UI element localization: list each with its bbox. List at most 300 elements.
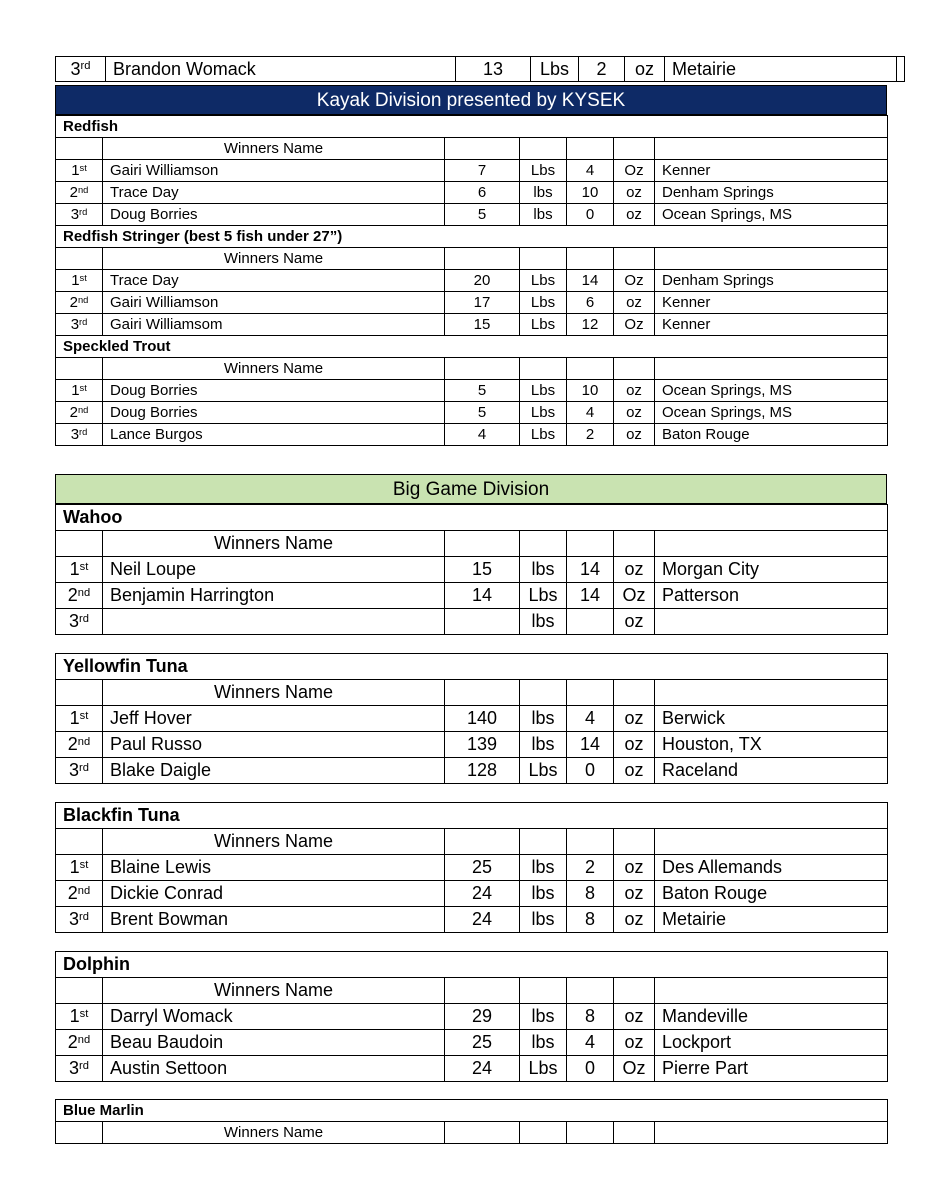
oz-unit-header-cell [614,1122,655,1144]
place-suffix: st [79,162,87,173]
oz-value-cell: 4 [567,160,614,182]
oz-unit-header-cell [614,829,655,855]
winner-name-cell: Doug Borries [103,402,445,424]
place-cell [56,609,103,635]
city-cell: Kenner [655,160,888,182]
oz-unit-cell: oz [614,1030,655,1056]
header-row [56,829,888,855]
oz-unit-cell: Oz [614,160,655,182]
lbs-value-cell: 15 [445,314,520,336]
table-row [56,881,888,907]
lbs-value-cell: 6 [445,182,520,204]
winner-name-cell: Jeff Hover [103,706,445,732]
place-cell [56,583,103,609]
oz-unit-cell: oz [614,402,655,424]
section-title: Speckled Trout [56,336,888,358]
table-row [56,1056,888,1082]
winner-name-cell: Paul Russo [103,732,445,758]
city-cell [655,609,888,635]
oz-header-cell [567,248,614,270]
place-cell [56,1056,103,1082]
place-suffix: st [79,1007,89,1020]
oz-value-cell: 2 [567,855,614,881]
winner-name-cell: Gairi Williamson [103,292,445,314]
table-row [56,380,888,402]
lbs-value-cell: 20 [445,270,520,292]
winner-name-cell: Dickie Conrad [103,881,445,907]
place-header-cell [56,829,103,855]
place-cell [56,424,103,446]
oz-unit-header-cell [614,978,655,1004]
place-cell [56,292,103,314]
table-row [56,907,888,933]
city-header-cell [655,829,888,855]
oz-unit-cell: oz [614,855,655,881]
city-header-cell [655,138,888,160]
place-suffix: rd [79,316,88,327]
place-cell [56,160,103,182]
lbs-unit-cell: lbs [520,855,567,881]
place-cell [56,732,103,758]
winner-name-cell [103,609,445,635]
place-number: 3 [70,426,80,443]
city-cell: Metairie [655,907,888,933]
lbs-header-cell [445,680,520,706]
place-suffix: rd [79,426,88,437]
place-cell [56,881,103,907]
place-number: 1 [69,708,80,728]
lbs-value-cell: 7 [445,160,520,182]
place-number: 3 [69,1058,80,1078]
place-suffix: rd [79,206,88,217]
place-suffix: nd [78,184,89,195]
city-cell: Denham Springs [655,182,888,204]
lbs-unit-cell: Lbs [520,160,567,182]
lbs-value-cell: 13 [456,57,531,82]
oz-header-cell [567,1122,614,1144]
table-row [56,314,888,336]
lbs-unit-cell: lbs [520,706,567,732]
city-cell: Berwick [655,706,888,732]
place-cell [56,557,103,583]
oz-unit-header-cell [614,358,655,380]
place-cell [56,402,103,424]
oz-value-cell: 2 [567,424,614,446]
lbs-unit-cell: Lbs [520,314,567,336]
place-suffix: nd [77,586,91,599]
section-title-row [56,952,888,978]
section-title-row [56,336,888,358]
table-row [56,402,888,424]
table-row [56,732,888,758]
lbs-value-cell [445,609,520,635]
oz-value-cell: 14 [567,270,614,292]
place-cell [56,706,103,732]
kayak-division-banner: Kayak Division presented by KYSEK [55,85,887,115]
winners-name-header: Winners Name [103,531,445,557]
blue-marlin-title: Blue Marlin [56,1100,888,1122]
big-game-section-table [55,951,888,1082]
lbs-unit-header-cell [520,978,567,1004]
place-header-cell [56,1122,103,1144]
place-suffix: nd [78,294,89,305]
header-row [56,358,888,380]
city-header-cell [655,248,888,270]
place-number: 2 [67,734,78,754]
place-header-cell [56,138,103,160]
lbs-unit-cell: lbs [520,907,567,933]
big-game-division-banner: Big Game Division [55,474,887,504]
place-suffix: st [79,272,87,283]
oz-value-cell: 8 [567,907,614,933]
winner-name-cell: Doug Borries [103,380,445,402]
lbs-value-cell: 140 [445,706,520,732]
oz-unit-cell: oz [614,292,655,314]
table-row [56,758,888,784]
lbs-unit-cell: lbs [520,609,567,635]
oz-unit-cell: oz [614,1004,655,1030]
oz-unit-cell: oz [614,907,655,933]
city-cell: Lockport [655,1030,888,1056]
city-header-cell [655,358,888,380]
oz-unit-cell: oz [614,182,655,204]
place-suffix: rd [79,612,89,625]
winner-name-cell: Gairi Williamson [103,160,445,182]
winners-name-header: Winners Name [103,138,445,160]
place-number: 2 [67,1032,78,1052]
lbs-header-cell [445,1122,520,1144]
place-number: 3 [69,760,80,780]
lbs-value-cell: 29 [445,1004,520,1030]
section-title: Redfish [56,116,888,138]
winner-name-cell: Brandon Womack [106,57,456,82]
place-header-cell [56,358,103,380]
place-suffix: nd [77,884,91,897]
section-title: Yellowfin Tuna [56,654,888,680]
lbs-value-cell: 24 [445,907,520,933]
lbs-unit-header-cell [520,531,567,557]
city-header-cell [655,680,888,706]
lbs-unit-cell: Lbs [531,57,579,82]
lbs-unit-cell: Lbs [520,1056,567,1082]
section-title: Wahoo [56,505,888,531]
lbs-value-cell: 14 [445,583,520,609]
big-game-section-table [55,802,888,933]
place-number: 2 [69,184,78,201]
place-suffix: st [79,382,87,393]
place-header-cell [56,680,103,706]
place-number: 3 [69,611,80,631]
winner-name-cell: Lance Burgos [103,424,445,446]
oz-value-cell: 14 [567,583,614,609]
place-header-cell [56,248,103,270]
header-row [56,248,888,270]
place-cell [56,1030,103,1056]
oz-value-cell: 14 [567,732,614,758]
oz-value-cell: 10 [567,182,614,204]
place-suffix: st [79,858,89,871]
header-row [56,1122,888,1144]
place-number: 1 [69,1006,80,1026]
place-number: 1 [71,382,80,399]
header-row [56,978,888,1004]
place-number: 2 [69,294,78,311]
place-suffix: st [79,709,89,722]
winner-name-cell: Blake Daigle [103,758,445,784]
lbs-unit-cell: lbs [520,732,567,758]
lbs-value-cell: 5 [445,402,520,424]
city-cell: Patterson [655,583,888,609]
oz-unit-cell: oz [614,204,655,226]
table-row [56,706,888,732]
lbs-header-cell [445,531,520,557]
city-cell: Pierre Part [655,1056,888,1082]
top-row-table [55,56,905,82]
winner-name-cell: Beau Baudoin [103,1030,445,1056]
lbs-unit-header-cell [520,138,567,160]
place-suffix: rd [79,1059,89,1072]
place-cell [56,758,103,784]
place-cell [56,270,103,292]
city-cell: Des Allemands [655,855,888,881]
lbs-unit-header-cell [520,248,567,270]
city-header-cell [655,978,888,1004]
place-number: 3 [69,909,80,929]
place-cell [56,380,103,402]
blue-marlin-table [55,1099,888,1144]
big-game-section-table [55,504,888,635]
lbs-header-cell [445,138,520,160]
city-cell: Baton Rouge [655,881,888,907]
place-number: 3 [70,316,80,333]
city-cell: Denham Springs [655,270,888,292]
oz-unit-header-cell [614,138,655,160]
lbs-unit-header-cell [520,1122,567,1144]
place-cell [56,1004,103,1030]
winners-name-header: Winners Name [103,680,445,706]
winner-name-cell: Trace Day [103,182,445,204]
lbs-value-cell: 4 [445,424,520,446]
lbs-unit-cell: lbs [520,182,567,204]
kayak-division-table [55,115,888,446]
oz-header-cell [567,358,614,380]
section-title-row [56,803,888,829]
oz-unit-header-cell [614,680,655,706]
lbs-unit-cell: Lbs [520,402,567,424]
lbs-value-cell: 17 [445,292,520,314]
table-edge-cell [897,57,905,82]
place-cell [56,182,103,204]
winner-name-cell: Brent Bowman [103,907,445,933]
lbs-value-cell: 15 [445,557,520,583]
winner-name-cell: Benjamin Harrington [103,583,445,609]
lbs-value-cell: 25 [445,1030,520,1056]
section-title-row [56,116,888,138]
place-cell [56,855,103,881]
lbs-unit-cell: Lbs [520,758,567,784]
lbs-unit-cell: lbs [520,1030,567,1056]
city-cell: Ocean Springs, MS [655,204,888,226]
place-number: 1 [71,272,80,289]
header-row [56,138,888,160]
place-cell [56,907,103,933]
place-suffix: nd [77,1033,91,1046]
lbs-header-cell [445,358,520,380]
winners-name-header: Winners Name [103,829,445,855]
lbs-value-cell: 24 [445,1056,520,1082]
oz-header-cell [567,978,614,1004]
table-row [56,1004,888,1030]
oz-unit-cell: Oz [614,583,655,609]
oz-value-cell: 6 [567,292,614,314]
oz-value-cell: 4 [567,1030,614,1056]
oz-unit-header-cell [614,531,655,557]
oz-value-cell: 0 [567,204,614,226]
oz-value-cell: 10 [567,380,614,402]
city-cell: Kenner [655,292,888,314]
oz-unit-cell: Oz [614,1056,655,1082]
lbs-value-cell: 25 [445,855,520,881]
city-cell: Houston, TX [655,732,888,758]
oz-unit-header-cell [614,248,655,270]
oz-unit-cell: oz [614,706,655,732]
winners-name-header: Winners Name [103,248,445,270]
section-title: Redfish Stringer (best 5 fish under 27”) [56,226,888,248]
lbs-value-cell: 5 [445,380,520,402]
place-suffix: rd [79,910,89,923]
table-row [56,609,888,635]
city-cell: Baton Rouge [655,424,888,446]
oz-unit-cell: Oz [614,314,655,336]
oz-value-cell: 12 [567,314,614,336]
lbs-header-cell [445,829,520,855]
winner-name-cell: Darryl Womack [103,1004,445,1030]
table-row [56,583,888,609]
city-cell: Metairie [665,57,897,82]
oz-value-cell: 8 [567,1004,614,1030]
place-number: 1 [69,559,80,579]
oz-unit-cell: Oz [614,270,655,292]
place-number: 2 [67,883,78,903]
section-title: Blackfin Tuna [56,803,888,829]
city-header-cell [655,1122,888,1144]
lbs-unit-cell: Lbs [520,424,567,446]
oz-value-cell: 14 [567,557,614,583]
table-row [56,270,888,292]
header-row [56,531,888,557]
oz-unit-cell: oz [614,609,655,635]
city-cell: Kenner [655,314,888,336]
big-game-section-table [55,653,888,784]
section-title-row [56,654,888,680]
table-row [56,855,888,881]
lbs-unit-header-cell [520,358,567,380]
place-header-cell [56,531,103,557]
city-header-cell [655,531,888,557]
table-row [56,57,905,82]
lbs-value-cell: 128 [445,758,520,784]
table-row [56,292,888,314]
oz-value-cell: 8 [567,881,614,907]
oz-unit-cell: oz [614,881,655,907]
place-number: 1 [69,857,80,877]
lbs-unit-cell: Lbs [520,583,567,609]
lbs-value-cell: 5 [445,204,520,226]
winner-name-cell: Gairi Williamsom [103,314,445,336]
lbs-value-cell: 24 [445,881,520,907]
oz-header-cell [567,531,614,557]
place-suffix: st [79,560,89,573]
table-row [56,160,888,182]
oz-header-cell [567,829,614,855]
city-cell: Raceland [655,758,888,784]
section-title-row [56,1100,888,1122]
oz-value-cell: 0 [567,1056,614,1082]
winner-name-cell: Trace Day [103,270,445,292]
oz-unit-cell: oz [614,380,655,402]
lbs-unit-cell: Lbs [520,380,567,402]
oz-header-cell [567,138,614,160]
oz-value-cell: 4 [567,402,614,424]
lbs-unit-cell: Lbs [520,292,567,314]
lbs-unit-cell: lbs [520,557,567,583]
oz-unit-cell: oz [614,424,655,446]
place-suffix: rd [79,761,89,774]
place-cell [56,314,103,336]
section-title-row [56,505,888,531]
winners-name-header: Winners Name [103,978,445,1004]
lbs-value-cell: 139 [445,732,520,758]
lbs-header-cell [445,978,520,1004]
place-suffix: nd [77,735,91,748]
section-title-row [56,226,888,248]
city-cell: Morgan City [655,557,888,583]
oz-unit-cell: oz [625,57,665,82]
place-number: 2 [67,585,78,605]
place-suffix: nd [78,404,89,415]
place-cell [56,204,103,226]
winners-name-header: Winners Name [103,1122,445,1144]
city-cell: Mandeville [655,1004,888,1030]
table-row [56,557,888,583]
header-row [56,680,888,706]
oz-value-cell: 0 [567,758,614,784]
winner-name-cell: Blaine Lewis [103,855,445,881]
section-title: Dolphin [56,952,888,978]
place-number: 3 [70,206,80,223]
city-cell: Ocean Springs, MS [655,402,888,424]
oz-value-cell: 2 [579,57,625,82]
winners-name-header: Winners Name [103,358,445,380]
lbs-header-cell [445,248,520,270]
table-row [56,204,888,226]
lbs-unit-header-cell [520,680,567,706]
table-row [56,1030,888,1056]
oz-value-cell [567,609,614,635]
winner-name-cell: Austin Settoon [103,1056,445,1082]
oz-unit-cell: oz [614,557,655,583]
place-number: 2 [69,404,78,421]
oz-header-cell [567,680,614,706]
place-cell: 3rd [56,57,106,82]
place-header-cell [56,978,103,1004]
oz-unit-cell: oz [614,758,655,784]
oz-value-cell: 4 [567,706,614,732]
city-cell: Ocean Springs, MS [655,380,888,402]
lbs-unit-cell: lbs [520,204,567,226]
lbs-unit-header-cell [520,829,567,855]
lbs-unit-cell: Lbs [520,270,567,292]
